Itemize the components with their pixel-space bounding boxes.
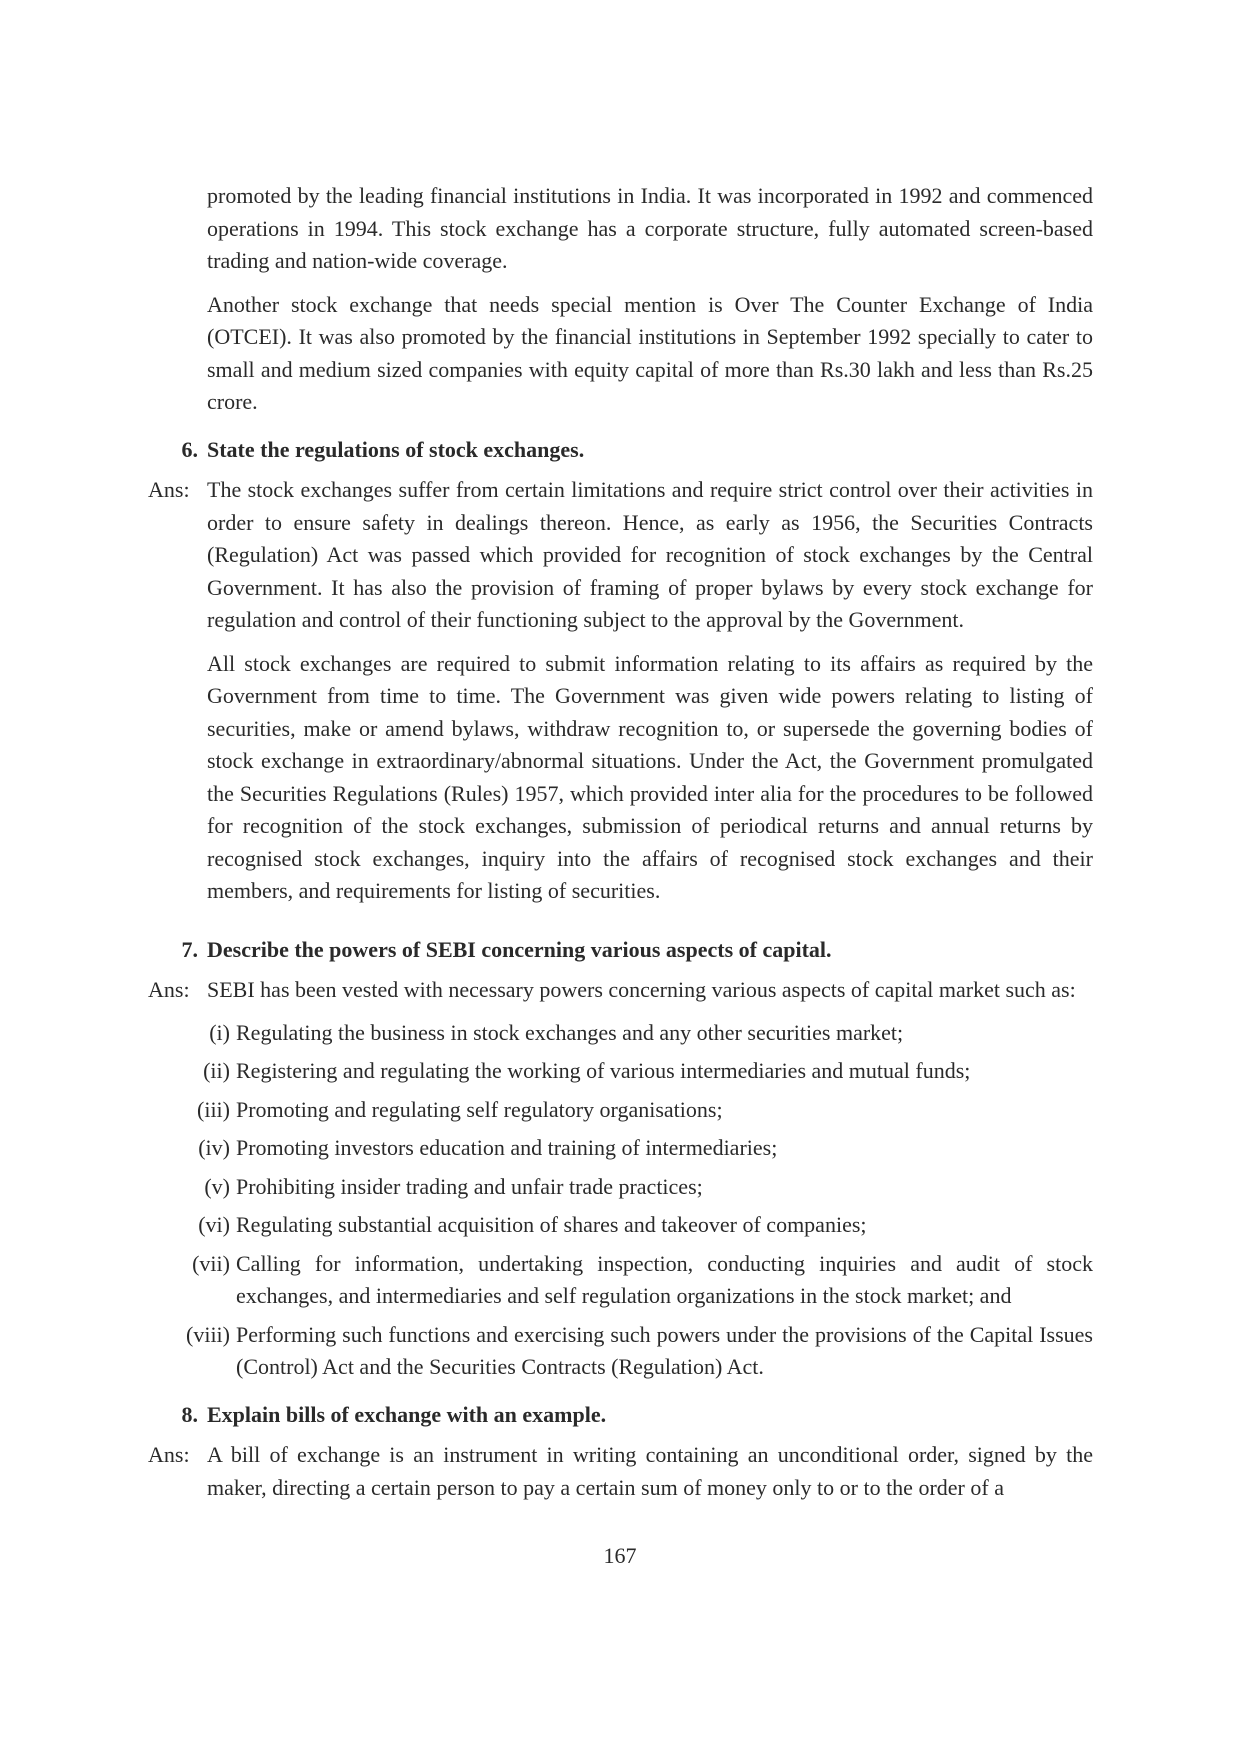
question-text: Explain bills of exchange with an example. <box>207 1401 607 1427</box>
answer-label: Ans: <box>148 477 190 502</box>
answer-7 <box>148 974 1093 1011</box>
list-item-text: Regulating the business in stock exchanges and any other securities market; <box>236 1019 904 1045</box>
answer-label: Ans: <box>148 1442 190 1467</box>
list-item-text: Promoting and regulating self regulatory organisations; <box>236 1096 723 1122</box>
list-item-number: (vi) <box>198 1212 230 1237</box>
list-item-text: Registering and regulating the working of various intermediaries and mutual funds; <box>236 1058 971 1083</box>
question-number: 8. <box>181 1401 198 1427</box>
intro-section <box>207 180 1093 419</box>
list-item-number: (i) <box>209 1019 230 1045</box>
intro-paragraph-2: Another stock exchange that needs special mention is Over The Counter Exchange of India (OTCEI). It was also promoted by the financial institutions in September 1992 specially to cater to small and medium sized companies with equity capital of more than Rs.30 lakh and less than Rs.25 crore. <box>207 291 1093 414</box>
list-item-text: Promoting investors education and training of intermediaries; <box>236 1135 778 1160</box>
answer-body <box>207 474 1093 919</box>
list-item-text: Prohibiting insider trading and unfair trade practices; <box>236 1173 703 1199</box>
question-text: State the regulations of stock exchanges. <box>207 436 585 462</box>
page-content <box>148 180 1093 1504</box>
answer-paragraph-1: The stock exchanges suffer from certain limitations and require strict control over their activities in order to ensure safety in dealings thereon. Hence, as early as 1956, the Securities Contracts (Regulation) Act was passed which provided for recognition of stock exchanges by the Central Government. It has also the provision of framing of proper bylaws by every stock exchange for regulation and control of their functioning subject to the approval by the Government. <box>207 477 1093 632</box>
list-item-text: Regulating substantial acquisition of shares and takeover of companies; <box>236 1212 867 1237</box>
answer-body <box>207 1439 1093 1504</box>
list-item <box>148 1248 1093 1313</box>
question-text: Describe the powers of SEBI concerning various aspects of capital. <box>207 936 832 962</box>
list-item-number: (vii) <box>192 1250 230 1276</box>
answer-8 <box>148 1439 1093 1504</box>
answer-6 <box>148 474 1093 919</box>
intro-paragraph-1: promoted by the leading financial institutions in India. It was incorporated in 1992 and commenced operations in 1994. This stock exchange has a corporate structure, fully automated screen-based trading and nation-wide coverage. <box>207 183 1093 273</box>
answer-intro: SEBI has been vested with necessary powers concerning various aspects of capital market such as: <box>207 977 1076 1002</box>
list-item-number: (iv) <box>198 1135 230 1160</box>
question-8 <box>148 1399 1093 1432</box>
page-number: 167 <box>603 1543 637 1568</box>
list-item <box>148 1055 1093 1088</box>
answer-body <box>207 974 1093 1011</box>
list-item <box>148 1132 1093 1165</box>
answer-paragraph-1: A bill of exchange is an instrument in writing containing an unconditional order, signed by the maker, directing a certain person to pay a certain sum of money only to or to the order of a <box>207 1442 1093 1500</box>
question-number: 6. <box>181 436 198 462</box>
list-item-number: (viii) <box>186 1321 230 1347</box>
list-item <box>148 1209 1093 1242</box>
answer-paragraph-2: All stock exchanges are required to submit information relating to its affairs as required by the Government from time to time. The Government was given wide powers relating to listing of securities, make or amend bylaws, withdraw recognition to, or supersede the governing bodies of stock exchange in extraordinary/abnormal situations. Under the Act, the Government promulgated the Securities Regulations (Rules) 1957, which provided inter alia for the procedures to be followed for recognition of the stock exchanges, submission of periodical returns and annual returns by recognised stock exchanges, inquiry into the affairs of recognised stock exchanges and their members, and requirements for listing of securities. <box>207 650 1093 903</box>
list-item <box>148 1171 1093 1204</box>
list-item <box>148 1094 1093 1127</box>
list-item-number: (iii) <box>197 1096 230 1122</box>
list-item-number: (v) <box>204 1173 230 1199</box>
sebi-powers-list <box>148 1017 1093 1384</box>
list-item-number: (ii) <box>203 1058 230 1083</box>
list-item <box>148 1319 1093 1384</box>
list-item-text: Calling for information, undertaking inspection, conducting inquiries and audit of stock exchanges, and intermediaries and self regulation organizations in the stock market; and <box>236 1250 1093 1308</box>
question-number: 7. <box>181 936 198 962</box>
list-item-text: Performing such functions and exercising such powers under the provisions of the Capital Issues (Control) Act and the Securities Contracts (Regulation) Act. <box>236 1321 1093 1379</box>
question-6 <box>148 434 1093 467</box>
list-item <box>148 1017 1093 1050</box>
question-7 <box>148 934 1093 967</box>
answer-label: Ans: <box>148 977 190 1002</box>
